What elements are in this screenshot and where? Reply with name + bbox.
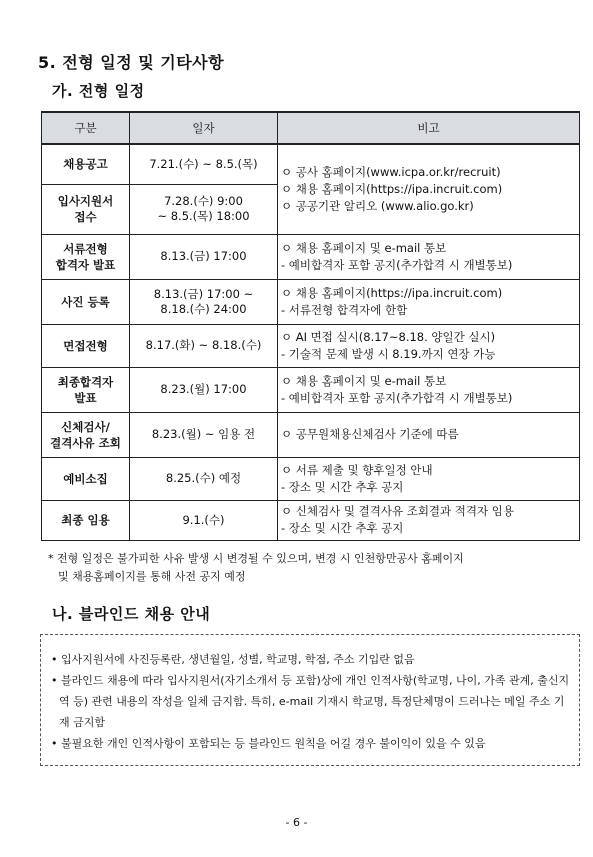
- row-note: [278, 234, 580, 279]
- category-line: 최종 임용: [61, 513, 110, 527]
- table-row: [42, 144, 580, 184]
- category-line: 사진 등록: [61, 294, 110, 309]
- row-category: [42, 457, 130, 500]
- row-category: [42, 367, 130, 412]
- blind-subtitle: 나. 블라인드 채용 안내: [52, 605, 211, 623]
- date-line: 7.21.(수) ~ 8.5.(목): [149, 156, 258, 171]
- note-line: ㅇ 신체검사 및 결격사유 조회결과 적격자 임용: [281, 504, 515, 518]
- category-line: 서류전형: [63, 241, 108, 256]
- row-date: [130, 367, 278, 412]
- table-row: [42, 234, 580, 279]
- category-line: 면접전형: [63, 338, 108, 353]
- table-row: [42, 324, 580, 367]
- note-line: - 장소 및 시간 추후 공지: [281, 521, 404, 535]
- date-line: 8.13.(금) 17:00 ~: [153, 286, 254, 301]
- section-title: 5. 전형 일정 및 기타사항: [38, 53, 225, 72]
- category-line: 발표: [74, 390, 97, 405]
- blind-item: • 불필요한 개인 인적사항이 포함되는 등 블라인드 원칙을 어길 경우 불이익이 있을 수 있음: [51, 737, 486, 750]
- category-line: 결격사유 조회: [50, 435, 121, 450]
- header-date: 일자: [130, 112, 278, 144]
- schedule-table: [41, 111, 580, 541]
- row-date: [130, 279, 278, 324]
- row-date: [130, 500, 278, 540]
- date-line: ~ 8.5.(목) 18:00: [157, 209, 250, 223]
- blind-item: • 블라인드 채용에 따라 입사지원서(자기소개서 등 포함)상에 개인 인적사항(학교명, 나이, 가족 관계, 출신지역 등) 관련 내용의 작성을 일체 금지함. 특히, e-mail 기재시 학교명, 특정단체명이 드러나는 메일 주소 기재 금지함: [51, 674, 570, 729]
- row-note: [278, 412, 580, 457]
- row-date: [130, 184, 278, 234]
- table-row: [42, 412, 580, 457]
- row-date: [130, 412, 278, 457]
- row-category: [42, 500, 130, 540]
- note-line: ㅇ 채용 홈페이지(https://ipa.incruit.com): [281, 285, 503, 300]
- note-line: ㅇ 채용 홈페이지(https://ipa.incruit.com): [281, 181, 503, 196]
- table-row: [42, 500, 580, 540]
- category-line: 예비소집: [63, 471, 108, 486]
- row-note: [278, 324, 580, 367]
- header-category: 구분: [42, 112, 130, 144]
- row-category: [42, 324, 130, 367]
- note-line: ㅇ 채용 홈페이지 및 e-mail 통보: [281, 373, 447, 388]
- row-note: [278, 367, 580, 412]
- row-category: [42, 279, 130, 324]
- note-line: ㅇ 공공기관 알리오 (www.alio.go.kr): [281, 198, 474, 213]
- row-note: [278, 500, 580, 540]
- schedule-subtitle: 가. 전형 일정: [52, 82, 145, 100]
- row-category: [42, 184, 130, 234]
- note-line: - 예비합격자 포함 공지(추가합격 시 개별통보): [281, 390, 513, 405]
- row-note: [278, 279, 580, 324]
- note-line: - 서류전형 합격자에 한함: [281, 302, 408, 317]
- date-line: 7.28.(수) 9:00: [164, 194, 243, 208]
- footnote-line: * 전형 일정은 불가피한 사유 발생 시 변경될 수 있으며, 변경 시 인천항만공사 홈페이지: [48, 552, 464, 565]
- category-line: 최종합격자: [57, 374, 114, 389]
- date-line: 8.23.(월) ~ 임용 전: [151, 427, 256, 441]
- table-row: [42, 457, 580, 500]
- note-line: ㅇ 서류 제출 및 향후일정 안내: [281, 462, 433, 477]
- category-line: 신체검사/: [61, 419, 110, 434]
- row-note-merged: [278, 144, 580, 234]
- date-line: 9.1.(수): [182, 512, 225, 527]
- row-date: [130, 457, 278, 500]
- row-category: [42, 412, 130, 457]
- date-line: 8.25.(수) 예정: [165, 471, 242, 485]
- table-row: [42, 367, 580, 412]
- table-row: [42, 279, 580, 324]
- category-line: 접수: [74, 210, 97, 224]
- category-line: 합격자 발표: [55, 257, 116, 272]
- row-date: [130, 144, 278, 184]
- note-line: ㅇ 공무원채용신체검사 기준에 따름: [281, 427, 459, 441]
- table-header-row: [42, 112, 580, 144]
- schedule-footnote: [48, 550, 578, 586]
- date-line: 8.17.(화) ~ 8.18.(수): [145, 338, 262, 352]
- blind-info-box: [40, 634, 580, 766]
- note-line: ㅇ 공사 홈페이지(www.icpa.or.kr/recruit): [281, 164, 501, 179]
- row-note: [278, 457, 580, 500]
- row-category: [42, 234, 130, 279]
- note-line: ㅇ 채용 홈페이지 및 e-mail 통보: [281, 240, 447, 255]
- note-line: - 예비합격자 포함 공지(추가합격 시 개별통보): [281, 257, 513, 272]
- header-note: 비고: [278, 112, 580, 144]
- note-line: ㅇ AI 면접 실시(8.17~8.18. 양일간 실시): [281, 329, 496, 344]
- page-number: - 6 -: [285, 816, 308, 829]
- row-date: [130, 234, 278, 279]
- note-line: - 기술적 문제 발생 시 8.19.까지 연장 가능: [281, 346, 496, 361]
- category-line: 입사지원서: [57, 194, 114, 208]
- row-category: [42, 144, 130, 184]
- date-line: 8.18.(수) 24:00: [160, 301, 247, 316]
- date-line: 8.13.(금) 17:00: [160, 249, 247, 263]
- blind-item: • 입사지원서에 사진등록란, 생년월일, 성별, 학교명, 학점, 주소 기입란 없음: [51, 653, 415, 666]
- row-date: [130, 324, 278, 367]
- footnote-line: 및 채용홈페이지를 통해 사전 공지 예정: [58, 570, 246, 583]
- note-line: - 장소 및 시간 추후 공지: [281, 479, 404, 494]
- date-line: 8.23.(월) 17:00: [160, 382, 247, 396]
- category-line: 채용공고: [63, 157, 108, 172]
